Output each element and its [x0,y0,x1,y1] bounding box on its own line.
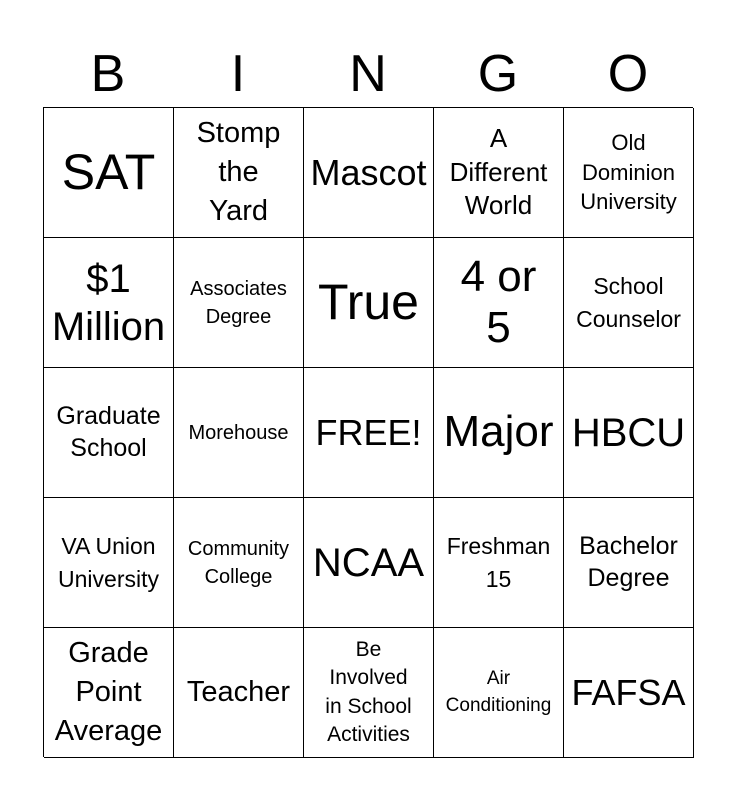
bingo-cell-r2-c3[interactable] [304,238,434,368]
cell-text: Graduate School [56,402,161,462]
bingo-cell-r2-c1[interactable] [44,238,174,368]
bingo-cell-r4-c2[interactable] [174,498,304,628]
bingo-cell-r4-c1[interactable] [44,498,174,628]
cell-text: FAFSA [571,671,686,713]
cell-text: NCAA [312,540,425,585]
cell-text: Community College [187,537,290,588]
cell-text: Associates Degree [190,277,287,328]
bingo-cell-r2-c4[interactable] [434,238,564,368]
cell-text: SAT [61,144,156,201]
bingo-cell-r1-c2[interactable] [174,108,304,238]
header-letter-n: N [349,45,387,103]
cell-text: HBCU [571,410,686,455]
header-letter-b: B [90,45,126,103]
bingo-cell-r5-c4[interactable] [434,628,564,758]
bingo-cell-r4-c4[interactable] [434,498,564,628]
bingo-cell-r3-c2[interactable] [174,368,304,498]
bingo-cell-r5-c3[interactable] [304,628,434,758]
cell-text: $1 Million [51,256,166,349]
cell-text: VA Union University [58,533,159,592]
cell-text: Mascot [310,151,427,193]
cell-text: Freshman 15 [446,533,551,592]
bingo-cell-r3-c5[interactable] [564,368,694,498]
cell-text: Major [443,407,554,457]
header-letter-g: G [477,45,519,103]
cell-text: True [318,274,419,331]
bingo-cell-r1-c4[interactable] [434,108,564,238]
bingo-cell-r4-c5[interactable] [564,498,694,628]
bingo-cell-r2-c2[interactable] [174,238,304,368]
bingo-cell-r5-c2[interactable] [174,628,304,758]
bingo-board [43,107,693,757]
header-letter-o: O [607,45,649,103]
bingo-cell-r1-c1[interactable] [44,108,174,238]
cell-text: Teacher [186,675,291,708]
bingo-cell-r2-c5[interactable] [564,238,694,368]
bingo-cell-r3-c3[interactable] [304,368,434,498]
bingo-cell-r5-c1[interactable] [44,628,174,758]
bingo-cell-r3-c1[interactable] [44,368,174,498]
cell-text: Morehouse [188,421,289,444]
cell-text: Old Dominion University [580,129,677,215]
bingo-cell-r5-c5[interactable] [564,628,694,758]
cell-text: Bachelor Degree [579,532,678,592]
cell-text: FREE! [315,411,422,453]
bingo-cell-r4-c3[interactable] [304,498,434,628]
bingo-cell-r1-c5[interactable] [564,108,694,238]
cell-text: Be Involved in School Activities [325,637,412,746]
bingo-cell-r1-c3[interactable] [304,108,434,238]
cell-text: 4 or 5 [460,251,537,352]
cell-text: School Counselor [576,273,681,332]
cell-text: Stomp the Yard [196,116,281,228]
bingo-header [43,40,693,108]
bingo-cell-r3-c4[interactable] [434,368,564,498]
cell-text: Air Conditioning [445,667,552,716]
cell-text: A Different World [449,122,548,221]
cell-text: Grade Point Average [54,636,163,748]
header-letter-i: I [230,45,246,103]
